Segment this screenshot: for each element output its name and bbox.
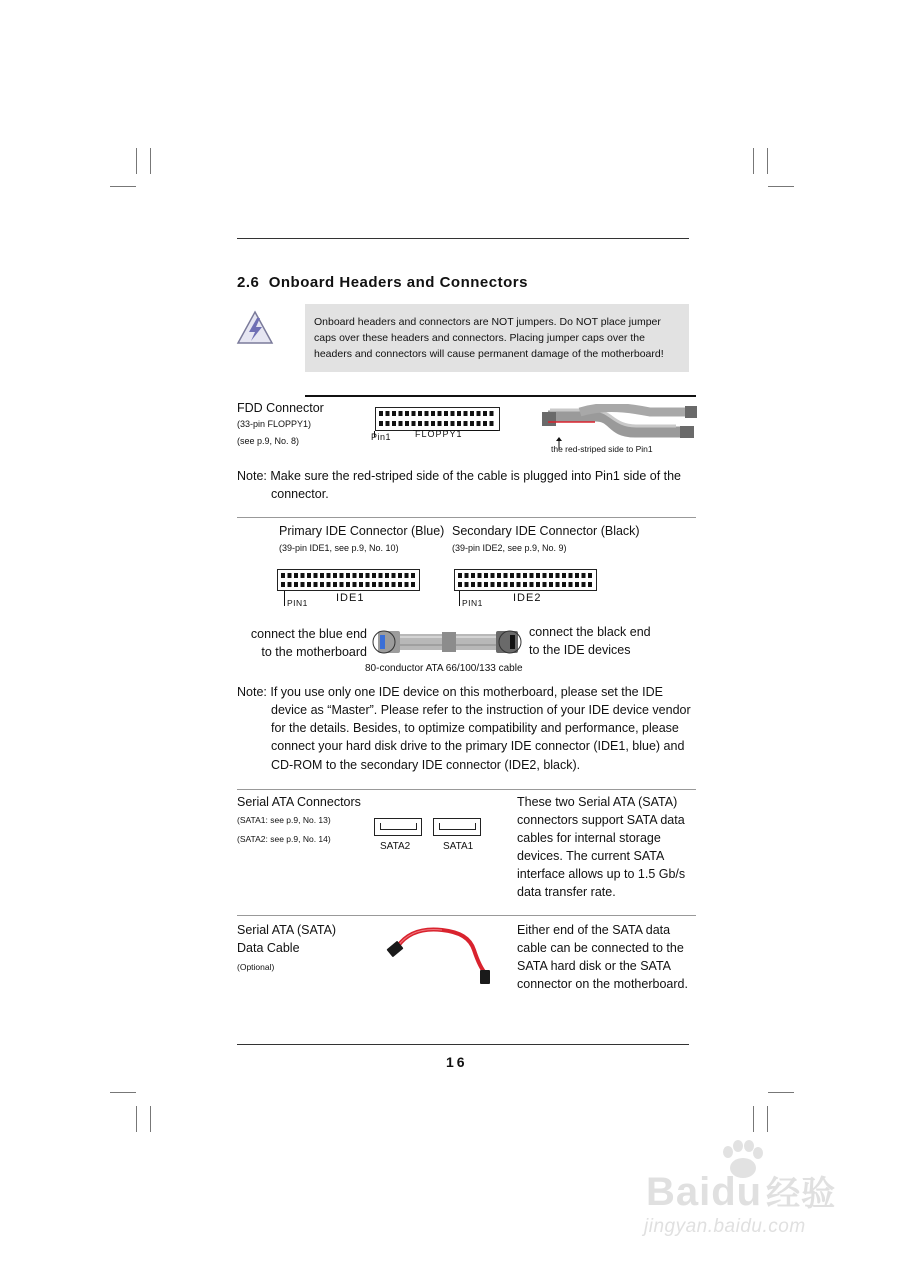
note2-line: for the details. Besides, to optimize compatibility and performance, please (271, 721, 679, 735)
sata-cable-desc-line: cable can be connected to the (517, 941, 684, 955)
sata-desc-line: cables for internal storage (517, 831, 661, 845)
section-number: 2.6 (237, 274, 260, 291)
primary-ide-sub: (39-pin IDE1, see p.9, No. 10) (279, 543, 399, 553)
sata-cable-title-line: Serial ATA (SATA) (237, 923, 337, 937)
floppy-cable-image (540, 404, 700, 444)
note2-line: connect your hard disk drive to the primary IDE connector (IDE1, blue) and (271, 739, 685, 753)
sata-desc-line: These two Serial ATA (SATA) (517, 795, 678, 809)
secondary-ide-sub: (39-pin IDE2, see p.9, No. 9) (452, 543, 567, 553)
note2-line: Note: If you use only one IDE device on this motherboard, please set the IDE (237, 685, 663, 699)
watermark-url: jingyan.baidu.com (644, 1216, 806, 1237)
divider (237, 789, 696, 790)
sata-desc-line: connectors support SATA data (517, 813, 685, 827)
sata-desc-line: interface allows up to 1.5 Gb/s (517, 867, 686, 881)
ide-cable-image (370, 626, 526, 660)
ide1-label: IDE1 (336, 592, 365, 604)
top-rule (237, 238, 689, 239)
warning-line: Onboard headers and connectors are NOT jumpers. Do NOT place jumper (314, 316, 661, 328)
floppy-connector (375, 407, 500, 431)
note1-line1: Note: Make sure the red-striped side of the cable is plugged into Pin1 side of the (237, 469, 682, 483)
sata2-label: SATA2 (380, 841, 411, 852)
sata-desc-line: devices. The current SATA (517, 849, 665, 863)
sata-sub1: (SATA1: see p.9, No. 13) (237, 815, 331, 825)
section-title: Onboard Headers and Connectors (268, 274, 528, 291)
sata-cable-optional: (Optional) (237, 962, 275, 972)
fdd-title: FDD Connector (237, 401, 324, 415)
watermark-brand (646, 1166, 836, 1215)
warning-text (314, 314, 684, 362)
ide-left-caption-line: connect the blue end (250, 627, 367, 641)
section-rule-thick (305, 395, 696, 397)
ide2-connector (454, 569, 597, 591)
watermark-brand-text: Baidu (646, 1170, 763, 1214)
ide1-pin1-label: PIN1 (287, 598, 308, 608)
warning-line: headers and connectors will cause permanent damage of the motherboard! (314, 348, 664, 360)
ide1-pin1-marker (284, 591, 285, 606)
warning-icon (236, 310, 274, 346)
ide2-label: IDE2 (513, 592, 542, 604)
ide-left-caption-line: to the motherboard (261, 645, 367, 659)
fdd-pin1-label: Pin1 (371, 432, 392, 442)
sata-cable-desc-line: Either end of the SATA data (517, 923, 671, 937)
note2-line: CD-ROM to the secondary IDE connector (IDE2, black). (271, 758, 581, 772)
ide-left-caption (237, 625, 367, 661)
ide-cable-caption: 80-conductor ATA 66/100/133 cable (365, 663, 523, 674)
section-heading (237, 274, 528, 291)
sata2-connector (374, 818, 422, 836)
divider (237, 517, 696, 518)
note2-line: device as “Master”. Please refer to the instruction of your IDE device vendor (271, 703, 691, 717)
sata-title: Serial ATA Connectors (237, 795, 361, 809)
note1-line2: connector. (271, 487, 329, 501)
sata-cable-title-line: Data Cable (237, 941, 300, 955)
sata-desc-line: data transfer rate. (517, 885, 616, 899)
fdd-sub2: (see p.9, No. 8) (237, 436, 300, 446)
sata1-label: SATA1 (443, 841, 474, 852)
ide-right-caption-line: connect the black end (529, 625, 651, 639)
primary-ide-title: Primary IDE Connector (Blue) (279, 524, 445, 538)
watermark-cn-text: 经验 (766, 1175, 837, 1213)
sata-cable-image (384, 920, 496, 984)
sata-cable-desc-line: connector on the motherboard. (517, 977, 688, 991)
sata-sub2: (SATA2: see p.9, No. 14) (237, 834, 331, 844)
ide2-pin1-marker (459, 591, 460, 606)
sata-cable-title (237, 921, 336, 957)
sata-description (517, 793, 685, 901)
fdd-connector-label: FLOPPY1 (415, 429, 463, 439)
fdd-cable-caption: the red-striped side to Pin1 (551, 444, 653, 454)
divider (237, 915, 696, 916)
ide2-pin1-label: PIN1 (462, 598, 483, 608)
bottom-rule (237, 1044, 689, 1045)
page-number: 16 (446, 1054, 468, 1070)
ide-right-caption-line: to the IDE devices (529, 643, 631, 657)
secondary-ide-title: Secondary IDE Connector (Black) (452, 524, 640, 538)
warning-line: caps over these headers and connectors. Placing jumper caps over the (314, 332, 645, 344)
sata-cable-description (517, 921, 688, 993)
fdd-sub1: (33-pin FLOPPY1) (237, 419, 312, 429)
sata-cable-desc-line: SATA hard disk or the SATA (517, 959, 671, 973)
ide-right-caption (529, 623, 651, 659)
ide1-connector (277, 569, 420, 591)
sata1-connector (433, 818, 481, 836)
